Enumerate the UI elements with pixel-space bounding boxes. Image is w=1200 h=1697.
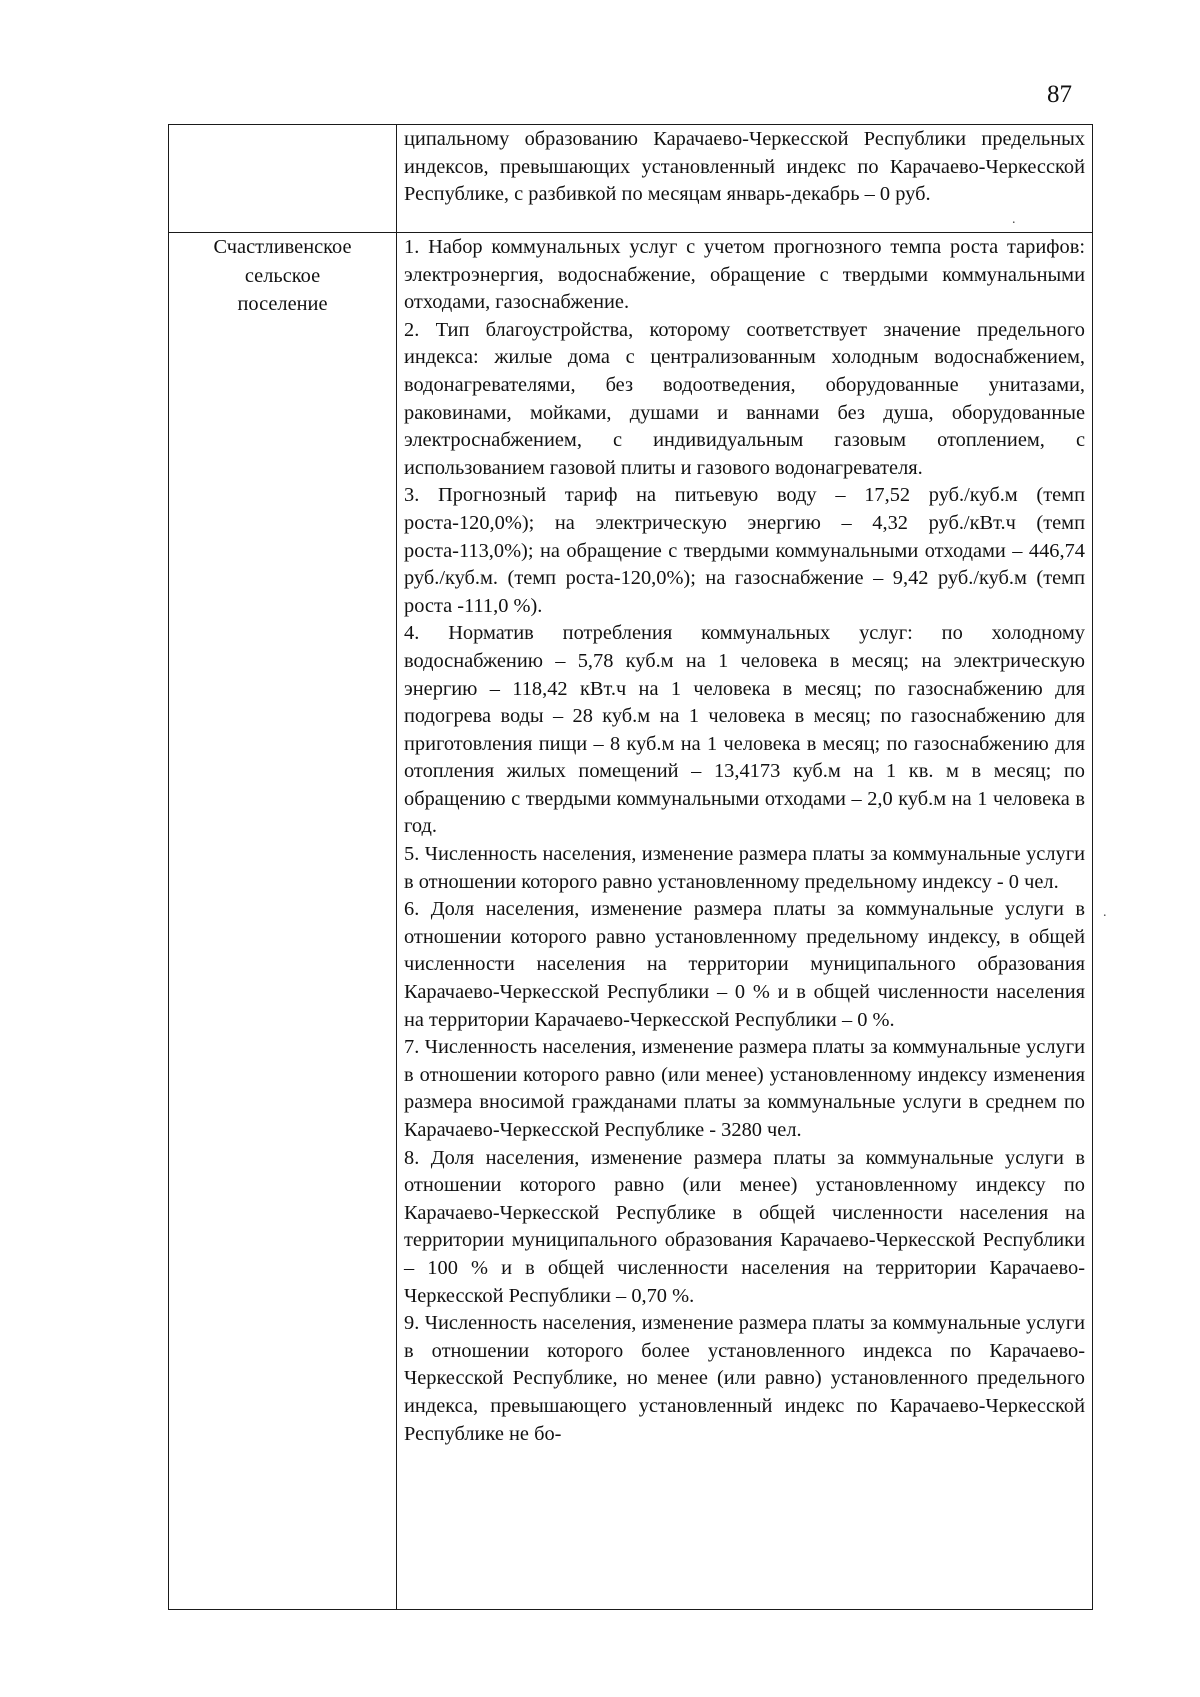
table-row [169, 125, 1093, 233]
document-table [168, 124, 1093, 1610]
paragraph-4-norms: 4. Норматив потребления коммунальных услуг: по холодному водоснабжению – 5,78 куб.м на 1 человека в месяц; на электрическую энергию – 118,42 кВт.ч на 1 человека в месяц; по газоснабжению для подогрева воды – 28 куб.м на 1 человека в месяц; по газоснабжению для приготовления пищи – 8 куб.м на 1 человека в месяц; по газоснабжению для отопления жилых помещений – 13,4173 куб.м на 1 кв. м в месяц; по обращению с твердыми коммунальными отходами – 2,0 куб.м на 1 человека в год. [404, 622, 1085, 838]
table-row [169, 233, 1093, 1610]
paragraph-8-share: 8. Доля населения, изменение размера платы за коммунальные услуги в отношении которого равно (или менее) установленному индексу по Карачаево-Черкесской Республике в общей численности населения на территории муниципального образования Карачаево-Черкесской Республики – 100 % и в общей численности населения на территории Карачаево-Черкесской Республики – 0,70 %. [404, 1146, 1085, 1307]
paragraph-3-tariffs: 3. Прогнозный тариф на питьевую воду – 17,52 руб./куб.м (темп роста-120,0%); на электрическую энергию – 4,32 руб./кВт.ч (темп роста-113,0%); на обращение с твердыми коммунальными отходами – 446,74 руб./куб.м. (темп роста-120,0%); на газоснабжение – 9,42 руб./куб.м (темп роста -111,0 %). [404, 484, 1085, 617]
settlement-name-line: сельское [244, 264, 321, 287]
paragraph-1-services: 1. Набор коммунальных услуг с учетом прогнозного темпа роста тарифов: электроэнергия, водоснабжение, обращение с твердыми коммунальными отходами, газоснабжение. [404, 236, 1085, 314]
settlement-cell-empty [169, 125, 397, 233]
details-cell [397, 125, 1093, 233]
settlement-name-line: Счастливенское [213, 236, 352, 258]
scan-speck: . [1012, 212, 1016, 227]
paragraph-2-amenities: 2. Тип благоустройства, которому соответствует значение предельного индекса: жилые дома с централизованным холодным водоснабжением, водонагревателями, без водоотведения, оборудованные унитазами, раковинами, мойками, душами и ваннами без душа, оборудованные электроснабжением, с индивидуальным газовым отоплением, с использованием газовой плиты и газового водонагревателя. [404, 318, 1085, 479]
scan-speck: . [1103, 905, 1107, 920]
paragraph-5-population: 5. Численность населения, изменение размера платы за коммунальные услуги в отношении которого равно установленному предельному индексу - 0 чел. [404, 843, 1085, 893]
paragraph-7-population: 7. Численность населения, изменение размера платы за коммунальные услуги в отношении которого равно (или менее) установленному индексу изменения размера вносимой гражданами платы за коммунальные услуги в среднем по Карачаево-Черкесской Республике - 3280 чел. [404, 1036, 1085, 1141]
continuation-paragraph: ципальному образованию Карачаево-Черкесской Республики предельных индексов, превышающих установленный индекс по Карачаево-Черкесской Республике, с разбивкой по месяцам январь-декабрь – 0 руб. [404, 128, 1085, 206]
settlement-name-line: поселение [237, 293, 328, 316]
details-cell [397, 233, 1093, 1610]
settlement-name-cell [169, 233, 397, 1610]
page-number: 87 [1047, 81, 1072, 108]
paragraph-9-population: 9. Численность населения, изменение размера платы за коммунальные услуги в отношении которого более установленного индекса по Карачаево-Черкесской Республике, но менее (или равно) установленного предельного индекса, превышающего установленный индекс по Карачаево-Черкесской Республике не бо- [404, 1312, 1085, 1445]
paragraph-6-share: 6. Доля населения, изменение размера платы за коммунальные услуги в отношении которого равно установленному предельному индексу, в общей численности населения на территории муниципального образования Карачаево-Черкесской Республики – 0 % и в общей численности населения на территории Карачаево-Черкесской Республики – 0 %. [404, 898, 1085, 1031]
